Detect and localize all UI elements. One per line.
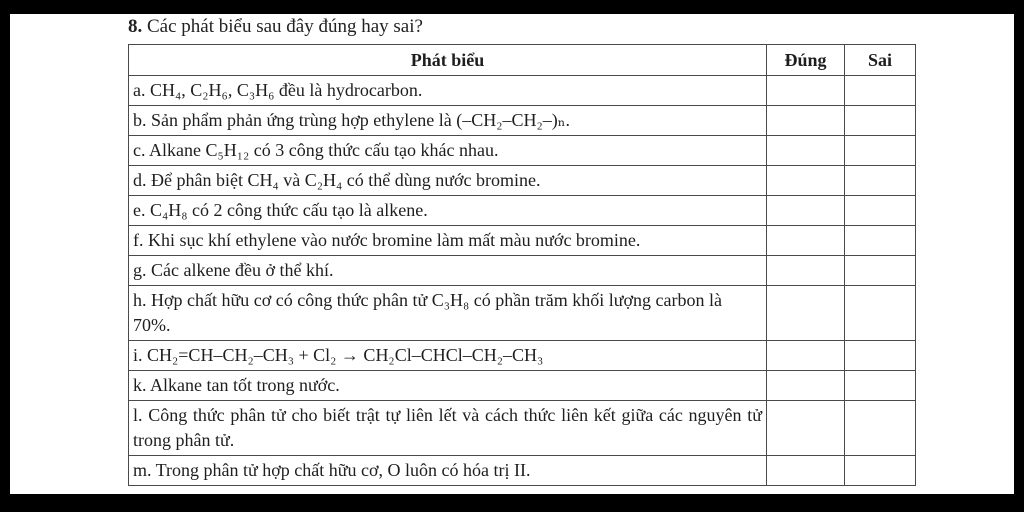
statement-cell: k. Alkane tan tốt trong nước. — [129, 371, 767, 401]
table-row — [129, 76, 916, 106]
true-answer-cell[interactable] — [767, 136, 845, 166]
true-answer-cell[interactable] — [767, 341, 845, 371]
header-statement: Phát biểu — [129, 45, 767, 76]
true-answer-cell[interactable] — [767, 196, 845, 226]
true-answer-cell[interactable] — [767, 456, 845, 486]
table-row — [129, 196, 916, 226]
true-answer-cell[interactable] — [767, 226, 845, 256]
question-number: 8. — [128, 16, 143, 37]
false-answer-cell[interactable] — [845, 371, 916, 401]
false-answer-cell[interactable] — [845, 456, 916, 486]
header-row — [129, 45, 916, 76]
question-text: Các phát biểu sau đây đúng hay sai? — [147, 16, 423, 37]
false-answer-cell[interactable] — [845, 226, 916, 256]
question-heading — [128, 16, 423, 38]
table-row — [129, 341, 916, 371]
false-answer-cell[interactable] — [845, 76, 916, 106]
true-answer-cell[interactable] — [767, 106, 845, 136]
statement-cell: h. Hợp chất hữu cơ có công thức phân tử C₃H₈ có phần trăm khối lượng carbon là 70%. — [129, 286, 767, 341]
statement-cell: c. Alkane C₅H₁₂ có 3 công thức cấu tạo khác nhau. — [129, 136, 767, 166]
false-answer-cell[interactable] — [845, 166, 916, 196]
table-row — [129, 106, 916, 136]
table-row — [129, 136, 916, 166]
false-answer-cell[interactable] — [845, 106, 916, 136]
statement-cell: g. Các alkene đều ở thể khí. — [129, 256, 767, 286]
false-answer-cell[interactable] — [845, 286, 916, 341]
table-row — [129, 226, 916, 256]
document-page — [10, 14, 1014, 494]
statement-cell: f. Khi sục khí ethylene vào nước bromine làm mất màu nước bromine. — [129, 226, 767, 256]
statement-cell: e. C₄H₈ có 2 công thức cấu tạo là alkene. — [129, 196, 767, 226]
table-row — [129, 286, 916, 341]
true-answer-cell[interactable] — [767, 166, 845, 196]
false-answer-cell[interactable] — [845, 196, 916, 226]
table-row — [129, 166, 916, 196]
table-row — [129, 256, 916, 286]
false-answer-cell[interactable] — [845, 341, 916, 371]
statement-cell: d. Để phân biệt CH₄ và C₂H₄ có thể dùng nước bromine. — [129, 166, 767, 196]
table-row — [129, 401, 916, 456]
false-answer-cell[interactable] — [845, 256, 916, 286]
statement-cell: l. Công thức phân tử cho biết trật tự liên lết và cách thức liên kết giữa các nguyên tử trong phân tử. — [129, 401, 767, 456]
true-answer-cell[interactable] — [767, 76, 845, 106]
header-false: Sai — [845, 45, 916, 76]
statement-cell: b. Sản phẩm phản ứng trùng hợp ethylene là (–CH₂–CH₂–)ₙ. — [129, 106, 767, 136]
false-answer-cell[interactable] — [845, 401, 916, 456]
statement-cell: a. CH₄, C₂H₆, C₃H₆ đều là hydrocarbon. — [129, 76, 767, 106]
statement-cell: i. CH₂=CH–CH₂–CH₃ + Cl₂ → CH₂Cl–CHCl–CH₂–CH₃ — [129, 341, 767, 371]
table-row — [129, 371, 916, 401]
statement-cell: m. Trong phân tử hợp chất hữu cơ, O luôn có hóa trị II. — [129, 456, 767, 486]
table-row — [129, 456, 916, 486]
true-answer-cell[interactable] — [767, 401, 845, 456]
false-answer-cell[interactable] — [845, 136, 916, 166]
header-true: Đúng — [767, 45, 845, 76]
true-answer-cell[interactable] — [767, 371, 845, 401]
true-false-table — [128, 44, 916, 486]
true-answer-cell[interactable] — [767, 286, 845, 341]
true-answer-cell[interactable] — [767, 256, 845, 286]
